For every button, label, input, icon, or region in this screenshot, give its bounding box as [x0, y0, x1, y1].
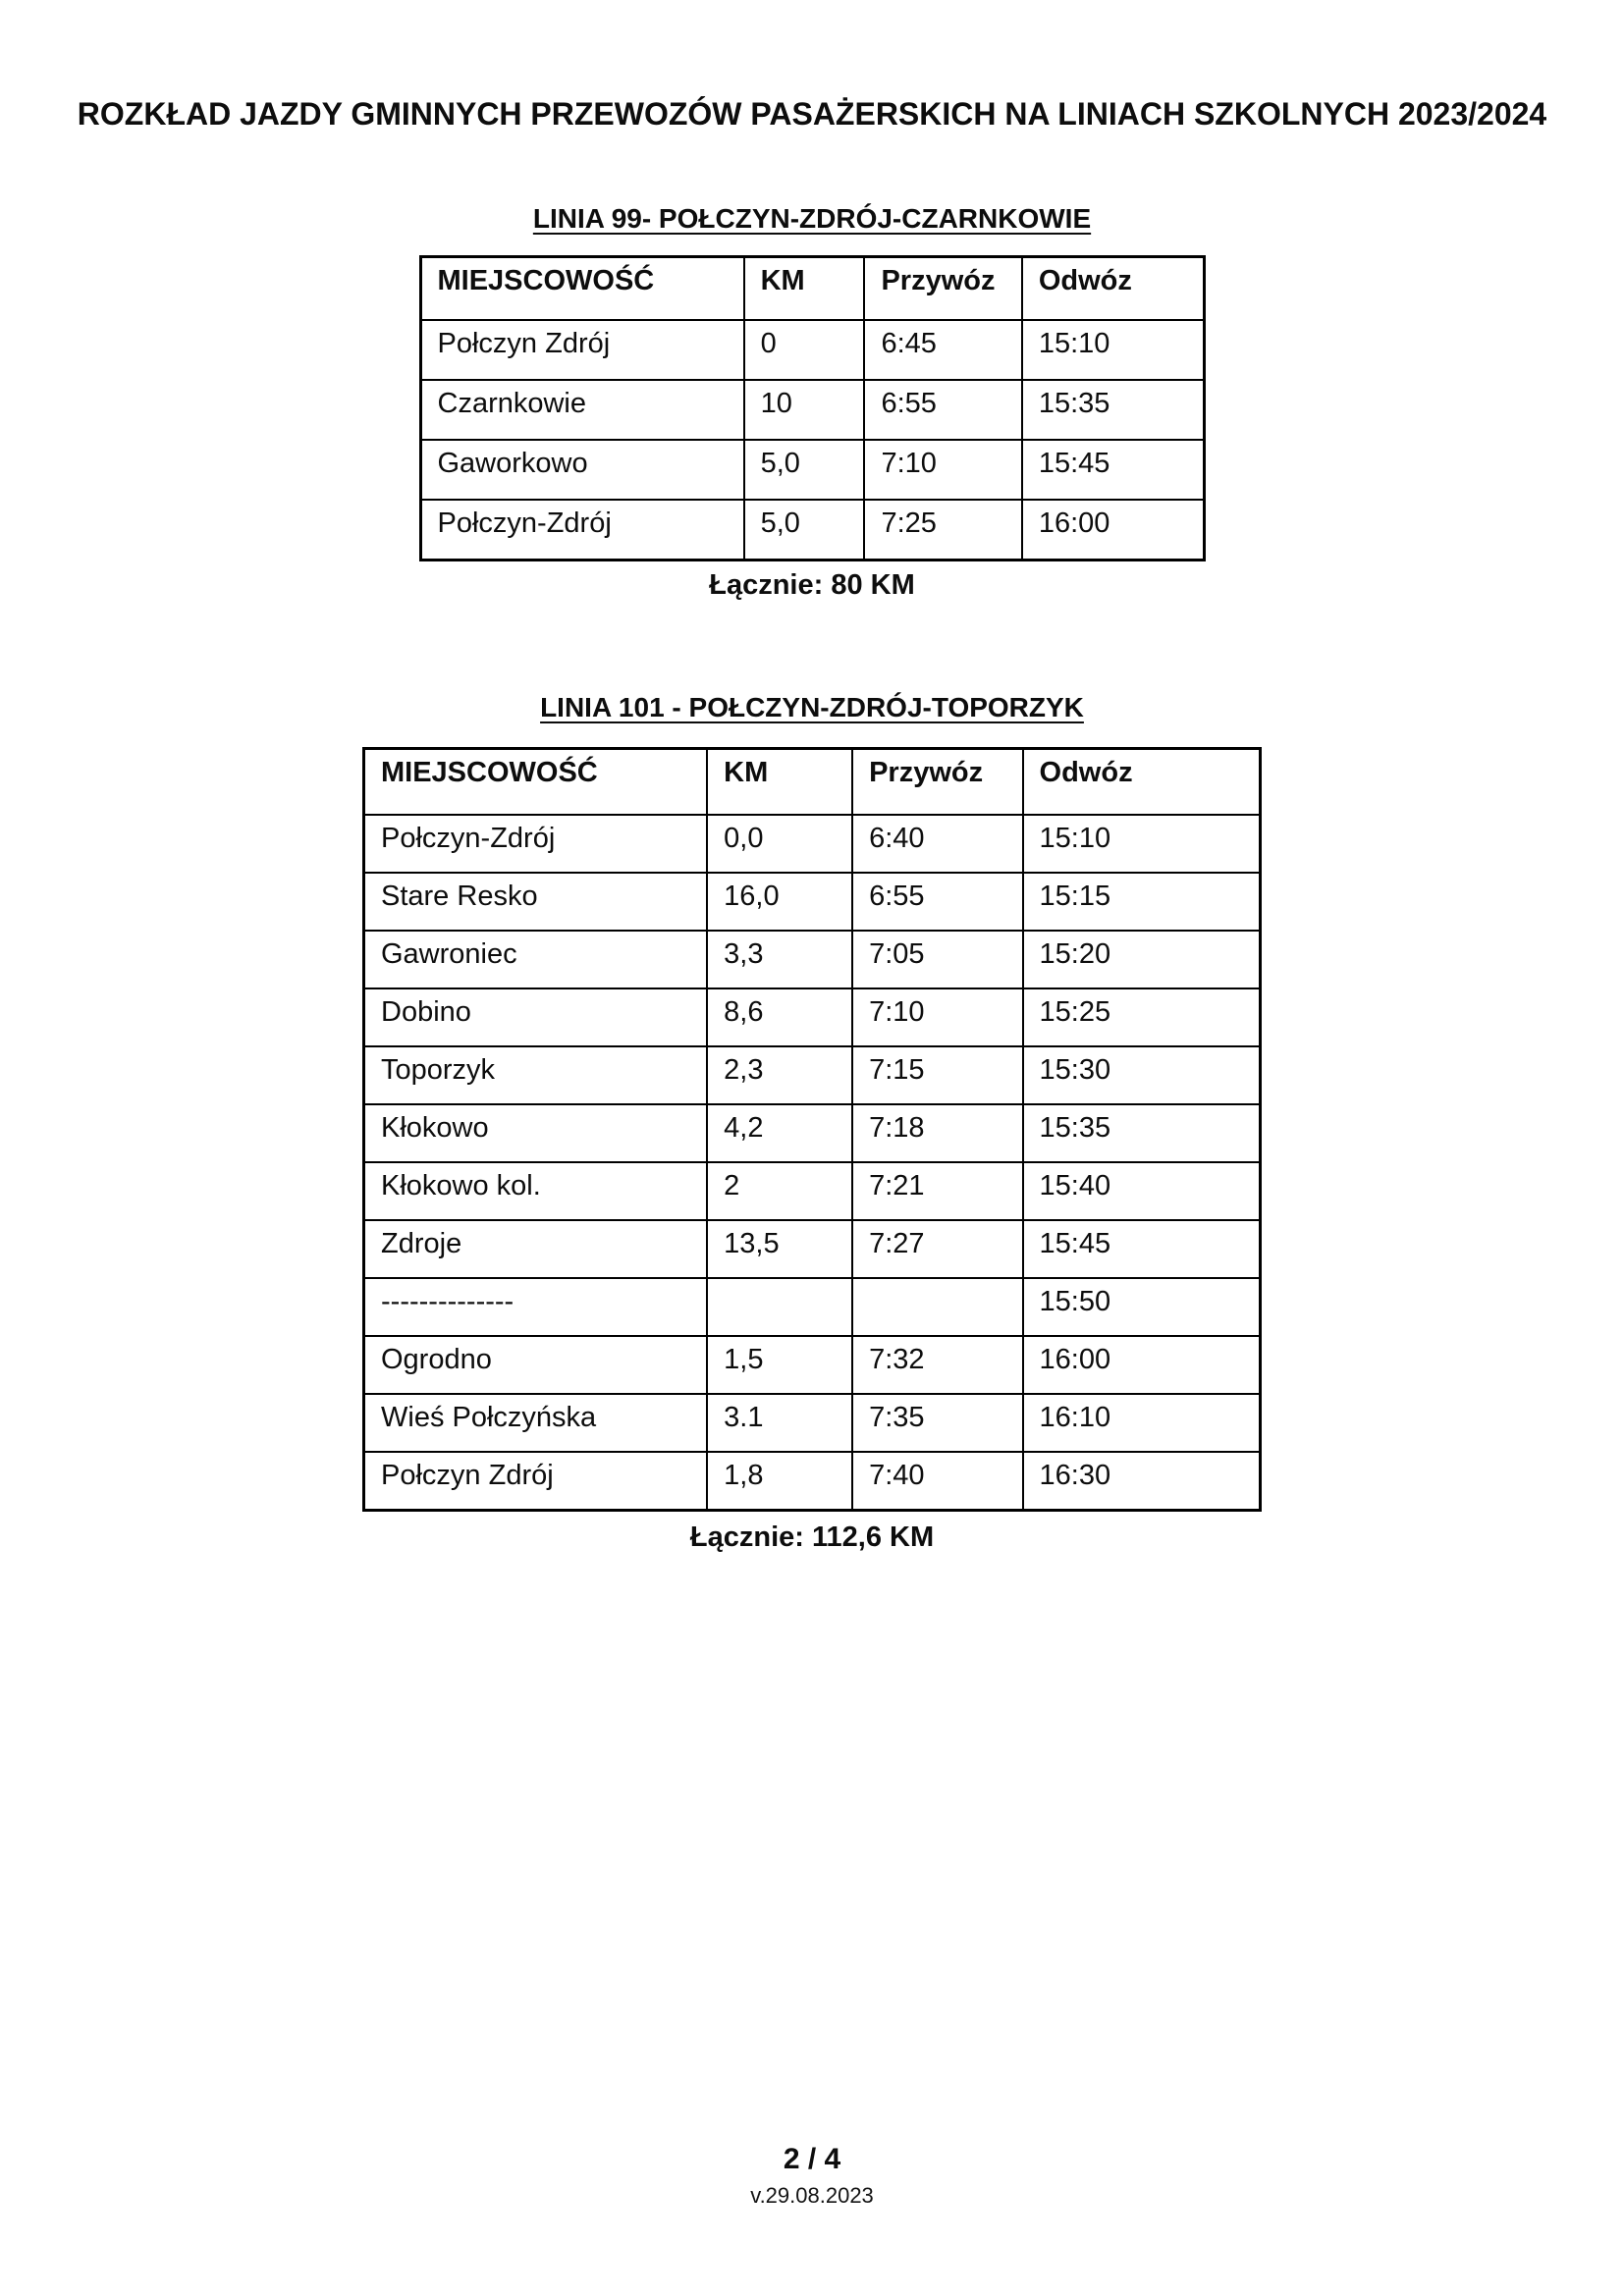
table-row — [364, 815, 1261, 873]
timetable-linia-99 — [419, 255, 1206, 561]
table-row — [420, 380, 1204, 440]
cell-km: 1,5 — [707, 1336, 852, 1394]
column-header-miejscowosc: MIEJSCOWOŚĆ — [420, 257, 744, 321]
cell-przywoz: 7:05 — [852, 931, 1022, 988]
cell-przywoz: 6:45 — [864, 320, 1021, 380]
cell-km: 8,6 — [707, 988, 852, 1046]
cell-miejscowosc: Połczyn Zdrój — [420, 320, 744, 380]
column-header-km: KM — [707, 749, 852, 816]
cell-km: 4,2 — [707, 1104, 852, 1162]
cell-odwoz: 15:10 — [1023, 815, 1261, 873]
cell-miejscowosc: Zdroje — [364, 1220, 708, 1278]
cell-odwoz: 15:35 — [1022, 380, 1204, 440]
cell-miejscowosc: Połczyn Zdrój — [364, 1452, 708, 1511]
table-row — [364, 1452, 1261, 1511]
cell-km — [707, 1278, 852, 1336]
table-row — [364, 1336, 1261, 1394]
cell-przywoz: 7:21 — [852, 1162, 1022, 1220]
table-row — [364, 1046, 1261, 1104]
cell-km: 13,5 — [707, 1220, 852, 1278]
cell-miejscowosc: Toporzyk — [364, 1046, 708, 1104]
table-row — [364, 1104, 1261, 1162]
cell-przywoz: 7:18 — [852, 1104, 1022, 1162]
table-row — [364, 988, 1261, 1046]
cell-km: 3.1 — [707, 1394, 852, 1452]
table-row — [364, 1162, 1261, 1220]
cell-odwoz: 15:20 — [1023, 931, 1261, 988]
cell-miejscowosc: Połczyn-Zdrój — [364, 815, 708, 873]
total-distance-linia-99: Łącznie: 80 KM — [709, 569, 915, 601]
version-label: v.29.08.2023 — [750, 2183, 874, 2208]
section-linia-101 — [0, 692, 1624, 1554]
cell-miejscowosc: Stare Resko — [364, 873, 708, 931]
cell-miejscowosc: Ogrodno — [364, 1336, 708, 1394]
table-row — [364, 873, 1261, 931]
cell-km: 2 — [707, 1162, 852, 1220]
column-header-odwoz: Odwóz — [1023, 749, 1261, 816]
cell-przywoz: 7:10 — [852, 988, 1022, 1046]
cell-odwoz: 15:10 — [1022, 320, 1204, 380]
cell-odwoz: 15:50 — [1023, 1278, 1261, 1336]
timetable-linia-101 — [362, 747, 1262, 1512]
cell-miejscowosc: Dobino — [364, 988, 708, 1046]
cell-przywoz: 7:35 — [852, 1394, 1022, 1452]
cell-miejscowosc: -------------- — [364, 1278, 708, 1336]
cell-miejscowosc: Kłokowo kol. — [364, 1162, 708, 1220]
table-row — [364, 1278, 1261, 1336]
cell-odwoz: 16:30 — [1023, 1452, 1261, 1511]
cell-km: 5,0 — [744, 440, 865, 500]
section-linia-99 — [0, 203, 1624, 602]
cell-km: 0 — [744, 320, 865, 380]
cell-odwoz: 15:25 — [1023, 988, 1261, 1046]
column-header-przywoz: Przywóz — [852, 749, 1022, 816]
cell-przywoz: 7:27 — [852, 1220, 1022, 1278]
cell-miejscowosc: Wieś Połczyńska — [364, 1394, 708, 1452]
table-row — [364, 931, 1261, 988]
cell-km: 0,0 — [707, 815, 852, 873]
header-row — [420, 257, 1204, 321]
cell-przywoz: 7:25 — [864, 500, 1021, 561]
cell-km: 1,8 — [707, 1452, 852, 1511]
section-heading-linia-99: LINIA 99- POŁCZYN-ZDRÓJ-CZARNKOWIE — [532, 203, 1092, 234]
cell-odwoz: 15:30 — [1023, 1046, 1261, 1104]
column-header-miejscowosc: MIEJSCOWOŚĆ — [364, 749, 708, 816]
cell-przywoz: 6:40 — [852, 815, 1022, 873]
column-header-przywoz: Przywóz — [864, 257, 1021, 321]
page-number: 2 / 4 — [783, 2143, 841, 2175]
cell-przywoz: 7:10 — [864, 440, 1021, 500]
cell-odwoz: 15:45 — [1023, 1220, 1261, 1278]
cell-przywoz: 7:40 — [852, 1452, 1022, 1511]
cell-miejscowosc: Czarnkowie — [420, 380, 744, 440]
table-row — [420, 320, 1204, 380]
cell-odwoz: 15:35 — [1023, 1104, 1261, 1162]
cell-przywoz: 6:55 — [864, 380, 1021, 440]
cell-przywoz: 7:15 — [852, 1046, 1022, 1104]
cell-km: 2,3 — [707, 1046, 852, 1104]
cell-odwoz: 16:00 — [1022, 500, 1204, 561]
table-row — [420, 440, 1204, 500]
cell-km: 10 — [744, 380, 865, 440]
cell-odwoz: 16:00 — [1023, 1336, 1261, 1394]
cell-km: 16,0 — [707, 873, 852, 931]
cell-przywoz — [852, 1278, 1022, 1336]
table-row — [364, 1220, 1261, 1278]
cell-miejscowosc: Gawroniec — [364, 931, 708, 988]
cell-odwoz: 15:15 — [1023, 873, 1261, 931]
table-row — [364, 1394, 1261, 1452]
cell-km: 5,0 — [744, 500, 865, 561]
cell-przywoz: 6:55 — [852, 873, 1022, 931]
table-row — [420, 500, 1204, 561]
cell-odwoz: 15:45 — [1022, 440, 1204, 500]
header-row — [364, 749, 1261, 816]
column-header-km: KM — [744, 257, 865, 321]
cell-odwoz: 15:40 — [1023, 1162, 1261, 1220]
cell-miejscowosc: Kłokowo — [364, 1104, 708, 1162]
cell-miejscowosc: Gaworkowo — [420, 440, 744, 500]
cell-przywoz: 7:32 — [852, 1336, 1022, 1394]
cell-miejscowosc: Połczyn-Zdrój — [420, 500, 744, 561]
cell-km: 3,3 — [707, 931, 852, 988]
cell-odwoz: 16:10 — [1023, 1394, 1261, 1452]
document-title: ROZKŁAD JAZDY GMINNYCH PRZEWOZÓW PASAŻERSKICH NA LINIACH SZKOLNYCH 2023/2024 — [77, 96, 1547, 132]
column-header-odwoz: Odwóz — [1022, 257, 1204, 321]
section-heading-linia-101: LINIA 101 - POŁCZYN-ZDRÓJ-TOPORZYK — [540, 692, 1084, 722]
total-distance-linia-101: Łącznie: 112,6 KM — [689, 1522, 935, 1553]
